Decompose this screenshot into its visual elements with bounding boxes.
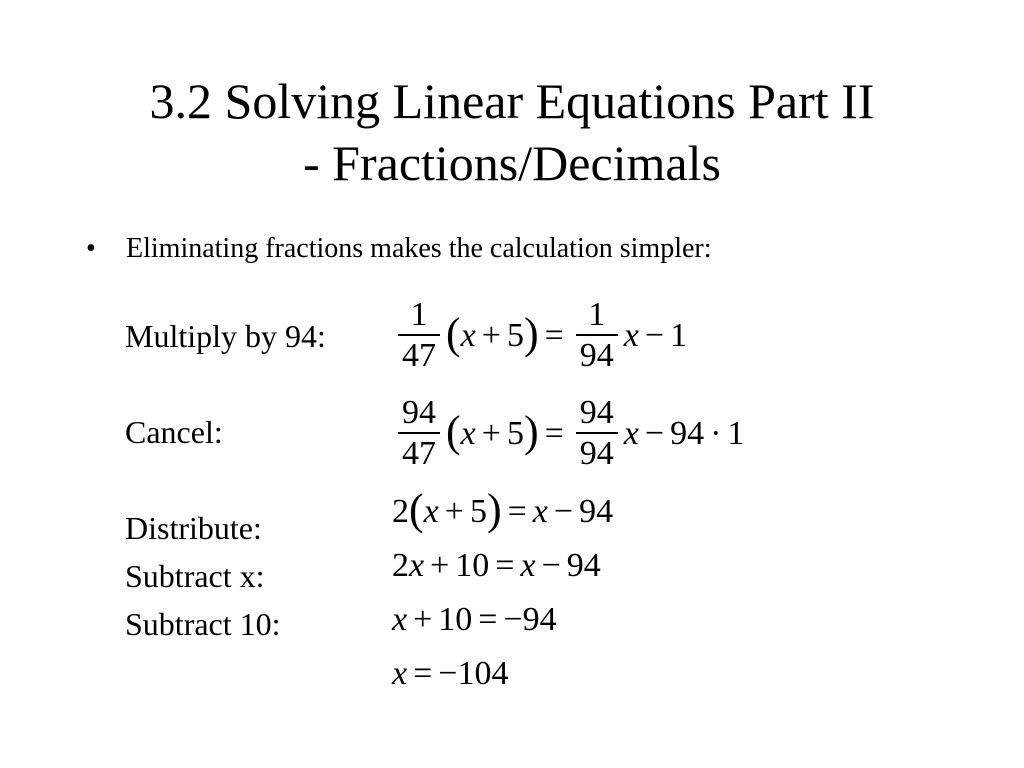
bullet-icon: • <box>86 233 96 264</box>
step-label-cancel: Cancel: <box>125 414 223 450</box>
fraction: $\frac{94}{47}$ <box>398 394 440 474</box>
step-label-subtract-10: Subtract 10: <box>125 606 281 642</box>
fraction: $\frac{1}{94}$ <box>576 296 618 376</box>
fraction: $\frac{94}{94}$ <box>576 394 618 474</box>
equation-2: $\frac{94}{47}$ ( x + 5 ) = $\frac{94}{94}$ x − 94 · 1 <box>392 394 744 474</box>
step-label-multiply: Multiply by 94: <box>125 318 326 354</box>
title-line-1: 3.2 Solving Linear Equations Part II <box>149 73 875 129</box>
fraction: $\frac{1}{47}$ <box>398 296 440 376</box>
step-label-distribute: Distribute: <box>125 510 262 546</box>
equation-6: x = −104 <box>392 655 509 692</box>
bullet-point <box>86 232 712 266</box>
slide-title <box>0 70 1024 194</box>
step-label-subtract-x: Subtract x: <box>125 558 265 594</box>
title-line-2: - Fractions/Decimals <box>303 135 721 191</box>
equation-3: 2 ( x + 5 ) = x − 94 <box>392 485 614 534</box>
bullet-text: Eliminating fractions makes the calculation simpler: <box>126 233 712 264</box>
equation-5: x + 10 = −94 <box>392 601 557 638</box>
equation-1: $\frac{1}{47}$ ( x + 5 ) = $\frac{1}{94}$ x − 1 <box>392 296 687 376</box>
equation-4: 2 x + 10 = x − 94 <box>392 547 601 584</box>
